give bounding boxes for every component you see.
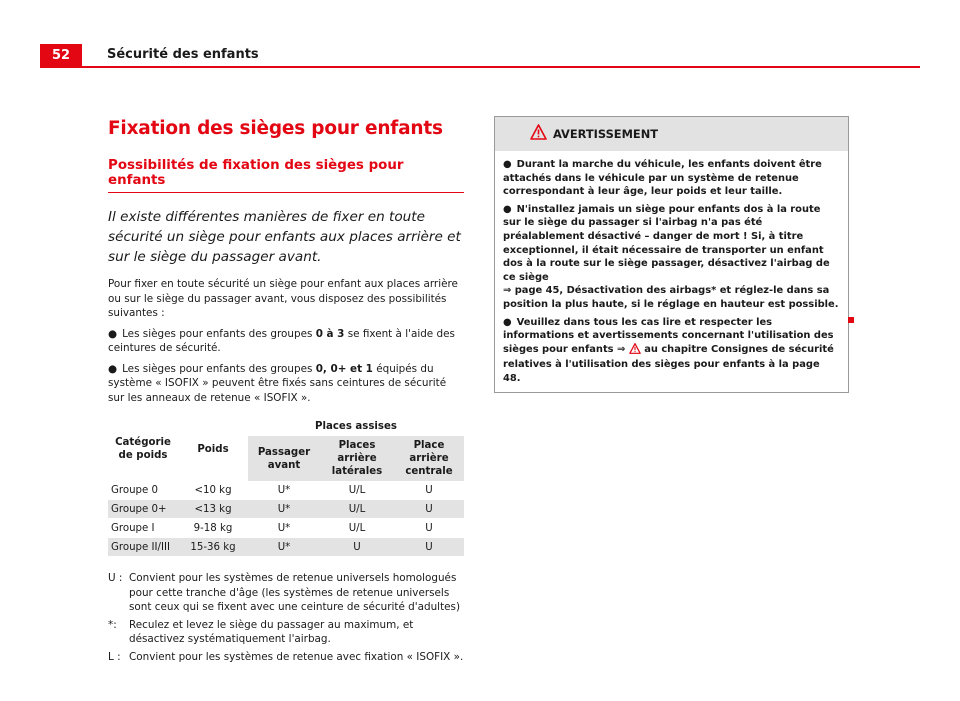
main-column [108,118,464,667]
bullet-marker: ● [108,362,118,375]
bullet-marker: ● [108,327,118,340]
bullet-item: ● Les sièges pour enfants des groupes 0 à 3 se fixent à l'aide des ceintures de sécurité. [108,327,455,354]
chapter-link-arrow[interactable]: ⇒ [617,343,626,355]
warning-triangle-icon [629,343,641,359]
seat-compatibility-table [108,417,464,556]
table-row: Groupe I 9-18 kg U* U/L U [108,519,464,538]
table-row: Groupe 0 <10 kg U* U/L U [108,481,464,500]
warning-box [494,116,849,393]
page-header [40,44,920,68]
warning-item: ● N'installez jamais un siège pour enfants dos à la route sur le siège du passager si l'airbag n'a pas été préalablement désactivé – danger de mort ! Si, à titre exceptionnel, il était nécessaire de transporter un enfant dos à la route sur le siège passager, désactivez l'airbag de ce siège ⇒ page 45, Désactivation des airbags* et réglez-le dans sa position la plus haute, si le réglage en hauteur est possible. [503,203,839,310]
page-number: 52 [40,44,82,68]
section-subtitle: Possibilités de fixation des sièges pour enfants [108,158,464,193]
chapter-title: Sécurité des enfants [107,47,259,62]
legend-definitions [108,571,464,664]
warning-item: ● Veuillez dans tous les cas lire et respecter les informations et avertissements concernant l'utilisation des sièges pour enfants ⇒ au chapitre Consignes de sécurité relatives à l'utilisation des sièges pour enfants à la page 48. [503,316,834,384]
table-row: Groupe II/III 15-36 kg U* U U [108,538,464,557]
header-weight: Poids [178,417,248,481]
page-45-link[interactable]: ⇒ page 45, Désactivation des airbags* [503,285,717,297]
end-marker [848,317,854,323]
warning-triangle-icon [530,124,547,144]
header-rule [82,66,920,68]
intro-text: Il existe différentes manières de fixer en toute sécurité un siège pour enfants aux places arrière et sur le siège du passager avant. [108,209,461,265]
section-title: Fixation des sièges pour enfants [108,118,443,139]
header-rear-center: Place arrière centrale [394,436,464,481]
warning-header [495,117,848,151]
definition-item: U : Convient pour les systèmes de retenue universels homologués pour cette tranche d'âge (les systèmes de retenue universels sont ceux qui se fixent avec une ceinture de sécurité d'adultes) [108,572,460,613]
header-front: Passager avant [248,436,320,481]
body-paragraph: Pour fixer en toute sécurité un siège pour enfant aux places arrière ou sur le siège du passager avant, vous disposez des possibilités suivantes : [108,278,458,319]
bullet-item: ● Les sièges pour enfants des groupes 0, 0+ et 1 équipés du système « ISOFIX » peuvent être fixés sans ceintures de sécurité sur les anneaux de retenue « ISOFIX ». [108,362,447,404]
definition-item: L : Convient pour les systèmes de retenue avec fixation « ISOFIX ». [108,650,464,663]
header-category: Catégorie de poids [108,417,178,481]
table-row: Groupe 0+ <13 kg U* U/L U [108,500,464,519]
header-seats: Places assises [248,417,464,436]
header-rear-side: Places arrière latérales [320,436,394,481]
definition-item: *: Reculez et levez le siège du passager au maximum, et désactivez systématiquement l'airbag. [108,618,414,645]
warning-item: ● Durant la marche du véhicule, les enfants doivent être attachés dans le véhicule par un système de retenue correspondant à leur âge, leur poids et leur taille. [503,159,822,198]
warning-body [495,151,848,392]
warning-title: AVERTISSEMENT [553,127,659,141]
